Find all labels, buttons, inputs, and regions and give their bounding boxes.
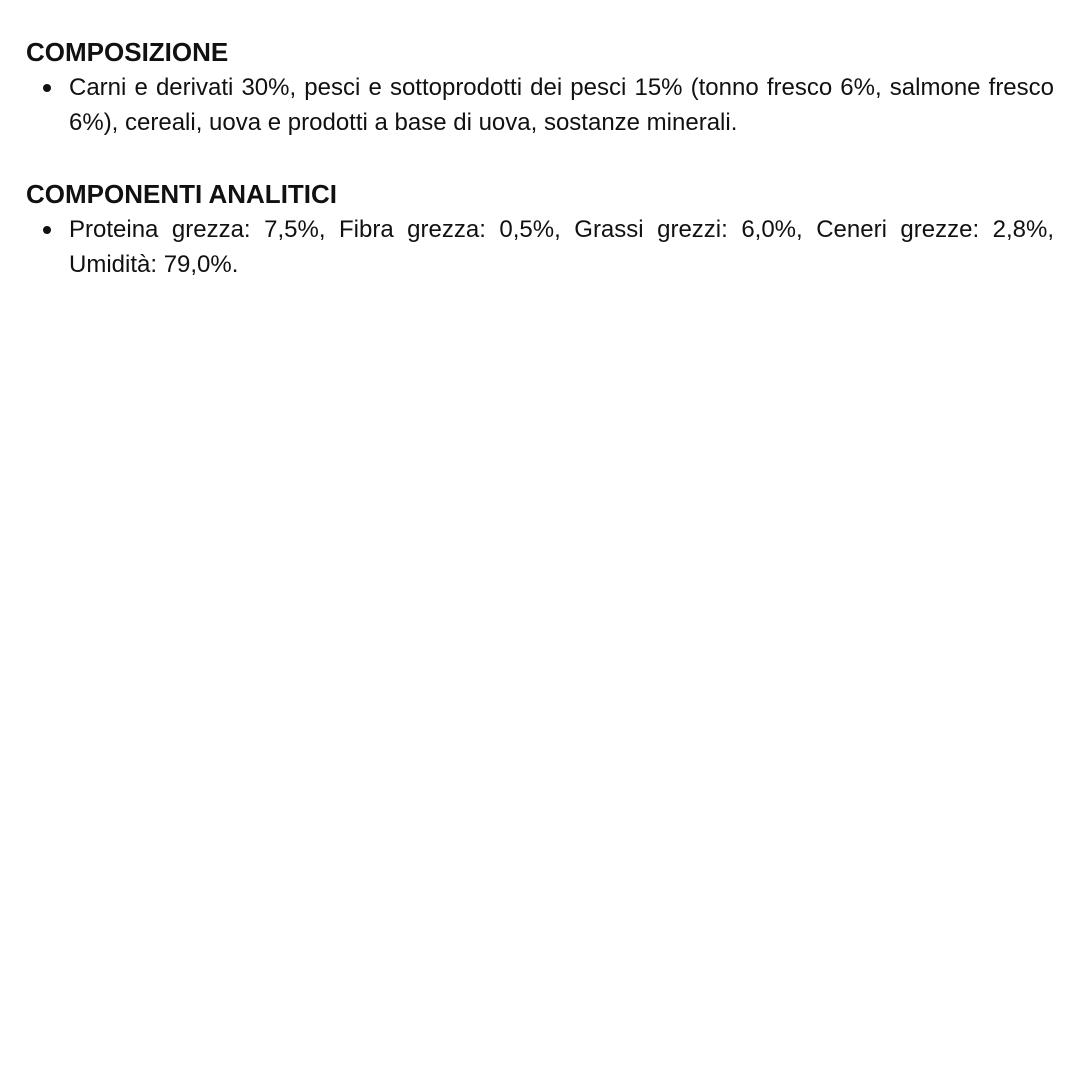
bullet-icon <box>43 226 51 234</box>
composition-heading: COMPOSIZIONE <box>26 37 229 67</box>
analytical-components-text: Proteina grezza: 7,5%, Fibra grezza: 0,5%, Grassi grezzi: 6,0%, Ceneri grezze: 2,8%, Umidità: 79,0%. <box>69 216 1054 278</box>
document <box>26 34 1054 318</box>
composition-list <box>26 70 1054 140</box>
bullet-icon <box>43 84 51 92</box>
analytical-components-section <box>26 176 1054 282</box>
composition-text: Carni e derivati 30%, pesci e sottoprodotti dei pesci 15% (tonno fresco 6%, salmone fresco 6%), cereali, uova e prodotti a base di uova, sostanze minerali. <box>69 74 1054 136</box>
analytical-components-list-item <box>26 212 1054 282</box>
composition-section <box>26 34 1054 140</box>
analytical-components-list <box>26 212 1054 282</box>
analytical-components-heading: COMPONENTI ANALITICI <box>26 179 338 209</box>
composition-list-item <box>26 70 1054 140</box>
